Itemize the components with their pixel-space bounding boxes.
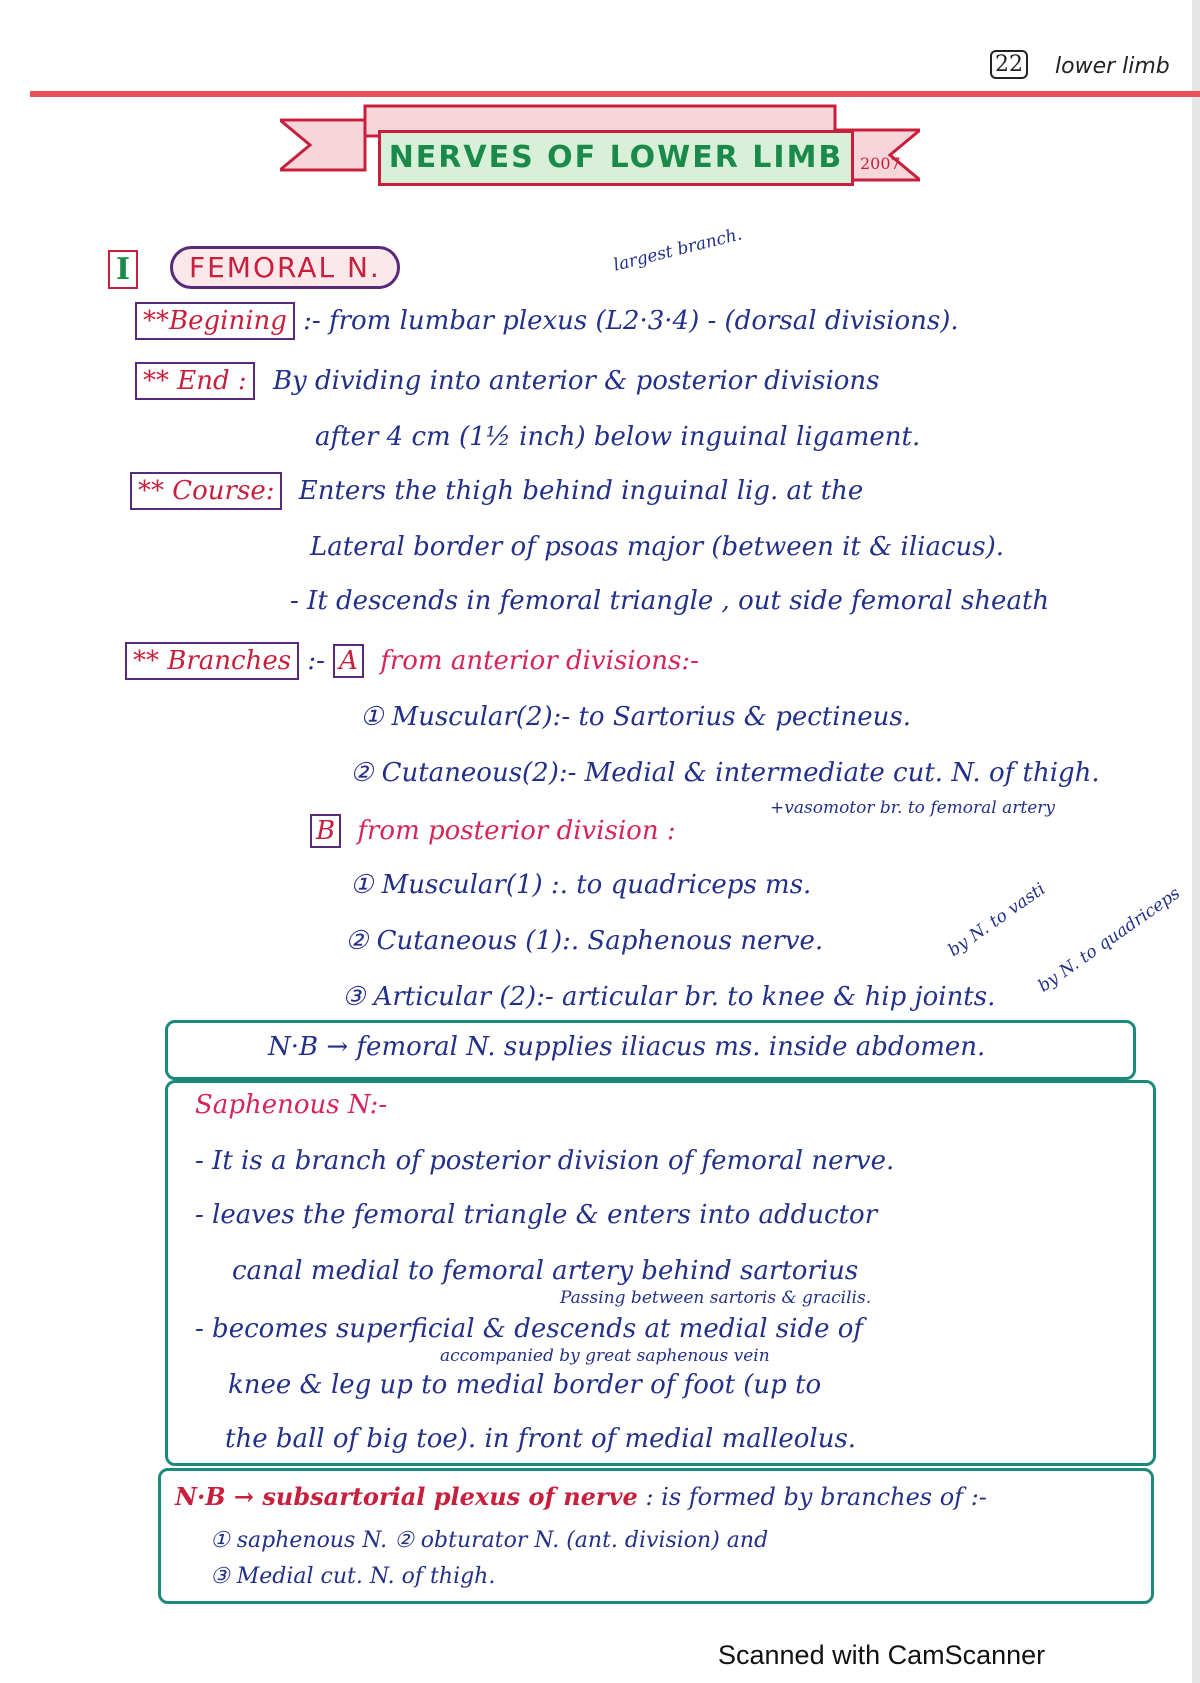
posterior-row bbox=[310, 816, 676, 846]
course-line-3: - It descends in femoral triangle , out side femoral sheath bbox=[290, 586, 1050, 616]
saphenous-line-2: - leaves the femoral triangle & enters into adductor bbox=[195, 1200, 878, 1230]
branches-row: ** Branches :- A from anterior divisions:- bbox=[125, 646, 699, 676]
passing-note: Passing between sartoris & gracilis. bbox=[560, 1288, 872, 1308]
course-line-1: Enters the thigh behind inguinal lig. at the bbox=[298, 476, 864, 506]
course-row bbox=[130, 476, 863, 506]
topic-label: lower limb bbox=[1055, 54, 1170, 79]
nb2-line-2: ① saphenous N. ② obturator N. (ant. division) and bbox=[210, 1528, 769, 1553]
anterior-heading: from anterior divisions:- bbox=[380, 646, 699, 676]
anterior-marker: A bbox=[333, 644, 364, 678]
header-rule bbox=[30, 91, 1200, 97]
page-number: 22 bbox=[990, 50, 1028, 79]
posterior-item-1: ① Muscular(1) :. to quadriceps ms. bbox=[350, 870, 812, 900]
saphenous-heading: Saphenous N:- bbox=[195, 1090, 388, 1120]
section-number: I bbox=[108, 250, 138, 289]
nb2-prefix: N·B → subsartorial plexus of nerve bbox=[175, 1482, 638, 1511]
posterior-item-2: ② Cutaneous (1):. Saphenous nerve. bbox=[345, 926, 824, 956]
posterior-item-3: ③ Articular (2):- articular br. to knee & hip joints. bbox=[342, 982, 996, 1012]
nb2-rest: : is formed by branches of :- bbox=[645, 1483, 987, 1511]
branches-label: ** Branches bbox=[125, 642, 299, 680]
page-title: NERVES OF LOWER LIMB bbox=[378, 130, 854, 186]
vasomotor-note: +vasomotor br. to femoral artery bbox=[770, 798, 1056, 818]
nb2-line-1 bbox=[175, 1482, 987, 1511]
course-label: ** Course: bbox=[130, 472, 282, 510]
section-title: FEMORAL N. bbox=[170, 246, 400, 289]
page-edge bbox=[1192, 0, 1200, 1683]
vasti-note: by N. to vasti bbox=[944, 879, 1050, 961]
largest-branch-note: largest branch. bbox=[611, 224, 745, 276]
end-line-1: By dividing into anterior & posterior divisions bbox=[272, 366, 880, 396]
scanner-watermark: Scanned with CamScanner bbox=[718, 1640, 1046, 1670]
beginning-text: :- from lumbar plexus (L2·3·4) - (dorsal divisions). bbox=[303, 306, 959, 336]
saphenous-line-1: - It is a branch of posterior division of femoral nerve. bbox=[195, 1146, 895, 1176]
saphenous-line-5: knee & leg up to medial border of foot (up to bbox=[228, 1370, 822, 1400]
page-number-box bbox=[990, 52, 1028, 77]
beginning-row bbox=[135, 306, 959, 336]
saphenous-line-3: canal medial to femoral artery behind sartorius bbox=[232, 1256, 859, 1286]
posterior-marker: B bbox=[310, 814, 341, 848]
saphenous-line-6: the ball of big toe). in front of medial malleolus. bbox=[225, 1424, 857, 1454]
anterior-item-1: ① Muscular(2):- to Sartorius & pectineus. bbox=[360, 702, 912, 732]
nb1-text: N·B → femoral N. supplies iliacus ms. inside abdomen. bbox=[268, 1032, 986, 1062]
saphenous-line-4: - becomes superficial & descends at medial side of bbox=[195, 1314, 864, 1344]
end-line-2: after 4 cm (1½ inch) below inguinal ligament. bbox=[315, 422, 921, 452]
quadriceps-note: by N. to quadriceps bbox=[1034, 883, 1185, 997]
course-line-2: Lateral border of psoas major (between it & iliacus). bbox=[310, 532, 1005, 562]
anterior-item-2: ② Cutaneous(2):- Medial & intermediate cut. N. of thigh. bbox=[350, 758, 1100, 788]
beginning-label: **Begining bbox=[135, 302, 295, 340]
posterior-heading: from posterior division : bbox=[357, 816, 676, 846]
end-label: ** End : bbox=[135, 362, 255, 400]
year-label: 2007 bbox=[860, 154, 901, 173]
end-row bbox=[135, 366, 880, 396]
accompanied-note: accompanied by great saphenous vein bbox=[440, 1346, 770, 1366]
nb2-line-3: ③ Medial cut. N. of thigh. bbox=[210, 1564, 496, 1589]
